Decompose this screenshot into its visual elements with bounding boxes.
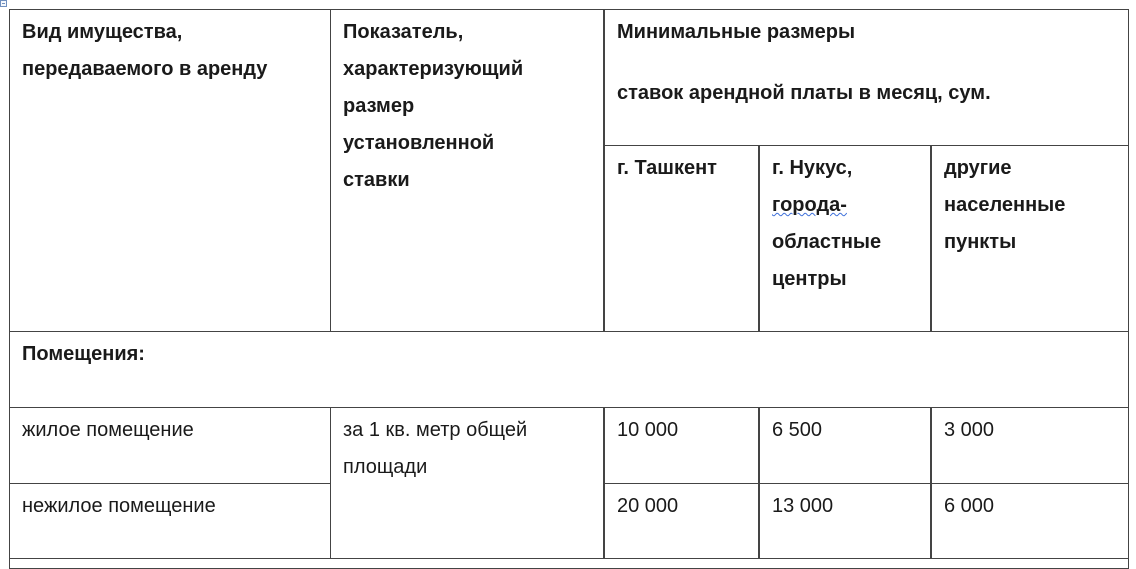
header-text: г. Нукус, xyxy=(772,157,853,179)
header-text: г. Ташкент xyxy=(617,157,717,179)
header-text: центры xyxy=(772,268,847,290)
header-text: населенные xyxy=(944,194,1066,216)
header-text-spellcheck: города- xyxy=(772,194,847,216)
section-title: Помещения: xyxy=(9,332,1129,408)
header-property-type xyxy=(9,9,331,332)
cell-type: жилое помещение xyxy=(9,408,331,484)
header-indicator xyxy=(331,9,604,332)
header-other xyxy=(931,146,1129,332)
rent-rates-table xyxy=(9,9,1129,569)
header-min-rates xyxy=(604,9,1129,146)
header-text: характеризующий xyxy=(343,58,524,80)
cell-nukus: 13 000 xyxy=(759,484,931,559)
header-nukus xyxy=(759,146,931,332)
header-text: размер xyxy=(343,95,415,117)
header-row-1 xyxy=(9,9,1129,146)
header-text: пункты xyxy=(944,231,1017,253)
header-text: установленной xyxy=(343,132,495,154)
header-text: ставок арендной платы в месяц, сум. xyxy=(617,82,991,104)
section-row xyxy=(9,332,1129,408)
header-text: передаваемого в аренду xyxy=(22,58,268,80)
cell-tashkent: 20 000 xyxy=(604,484,759,559)
table-row-partial xyxy=(9,559,1129,569)
header-tashkent xyxy=(604,146,759,332)
header-text: Вид имущества, xyxy=(22,21,183,43)
table-anchor-icon[interactable] xyxy=(0,0,7,7)
cell-indicator xyxy=(331,408,604,559)
cell-other: 3 000 xyxy=(931,408,1129,484)
header-text: ставки xyxy=(343,169,410,191)
header-text: областные xyxy=(772,231,882,253)
cell-tashkent: 10 000 xyxy=(604,408,759,484)
table-row xyxy=(9,408,1129,484)
header-text: Показатель, xyxy=(343,21,464,43)
cell-nukus: 6 500 xyxy=(759,408,931,484)
cell-other: 6 000 xyxy=(931,484,1129,559)
header-text: Минимальные размеры xyxy=(617,21,856,43)
cell-type: нежилое помещение xyxy=(9,484,331,559)
cell-text: за 1 кв. метр общей xyxy=(343,419,528,441)
header-text: другие xyxy=(944,157,1012,179)
cell-text: площади xyxy=(343,456,428,478)
cell-empty xyxy=(9,559,1129,569)
